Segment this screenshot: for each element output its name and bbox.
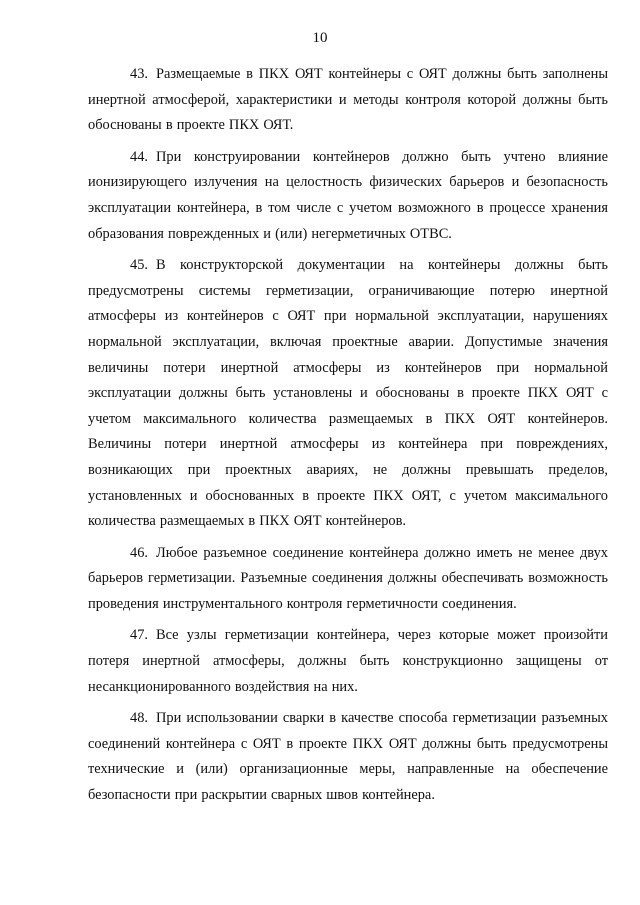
paragraph-text: В конструкторской документации на контейнеры должны быть предусмотрены системы герметизации, ограничивающие потерю инертной атмосферы из контейнеров с ОЯТ при нормальной эксплуатации, нарушениях нормальной эксплуатации, включая проектные аварии. Допустимые значения величины потери инертной атмосферы из контейнеров при нормальной эксплуатации должны быть установлены и обоснованы в проекте ПКХ ОЯТ с учетом максимального количества размещаемых в ПКХ ОЯТ контейнеров. Величины потери инертной атмосферы из контейнера при повреждениях, возникающих при проектных авариях, не должны превышать пределов, установленных и обоснованных в проекте ПКХ ОЯТ, с учетом максимального количества размещаемых в ПКХ ОЯТ контейнеров.	[88, 257, 608, 530]
paragraph-number: 45.	[130, 257, 148, 274]
paragraph-text: Любое разъемное соединение контейнера должно иметь не менее двух барьеров герметизации. Разъемные соединения должны обеспечивать возможность проведения инструментального контроля герметичности соединения.	[88, 544, 608, 612]
paragraph-number: 47.	[130, 627, 148, 644]
document-body	[88, 62, 608, 809]
paragraph-number: 46.	[130, 544, 148, 561]
paragraph-text: При использовании сварки в качестве способа герметизации разъемных соединений контейнера с ОЯТ в проекте ПКХ ОЯТ должны быть предусмотрены технические и (или) организационные меры, направленные на обеспечение безопасности при раскрытии сварных швов контейнера.	[88, 710, 608, 804]
paragraph-47	[88, 623, 608, 700]
paragraph-44	[88, 145, 608, 247]
paragraph-number: 43.	[130, 66, 148, 82]
paragraph-text: Размещаемые в ПКХ ОЯТ контейнеры с ОЯТ должны быть заполнены инертной атмосферой, характеристики и методы контроля которой должны быть обоснованы в проекте ПКХ ОЯТ.	[88, 66, 608, 134]
paragraph-number: 48.	[130, 710, 148, 727]
paragraph-48	[88, 706, 608, 808]
paragraph-text: Все узлы герметизации контейнера, через которые может произойти потеря инертной атмосферы, должны быть конструкционно защищены от несанкционированного воздействия на них.	[88, 627, 608, 695]
paragraph-45	[88, 253, 608, 535]
paragraph-text: При конструировании контейнеров должно быть учтено влияние ионизирующего излучения на целостность физических барьеров и безопасность эксплуатации контейнера, в том числе с учетом возможного в процессе хранения образования поврежденных и (или) негерметичных ОТВС.	[88, 148, 608, 242]
paragraph-43	[88, 62, 608, 139]
paragraph-number: 44.	[130, 148, 148, 165]
page-number: 10	[312, 30, 328, 46]
paragraph-46	[88, 541, 608, 618]
